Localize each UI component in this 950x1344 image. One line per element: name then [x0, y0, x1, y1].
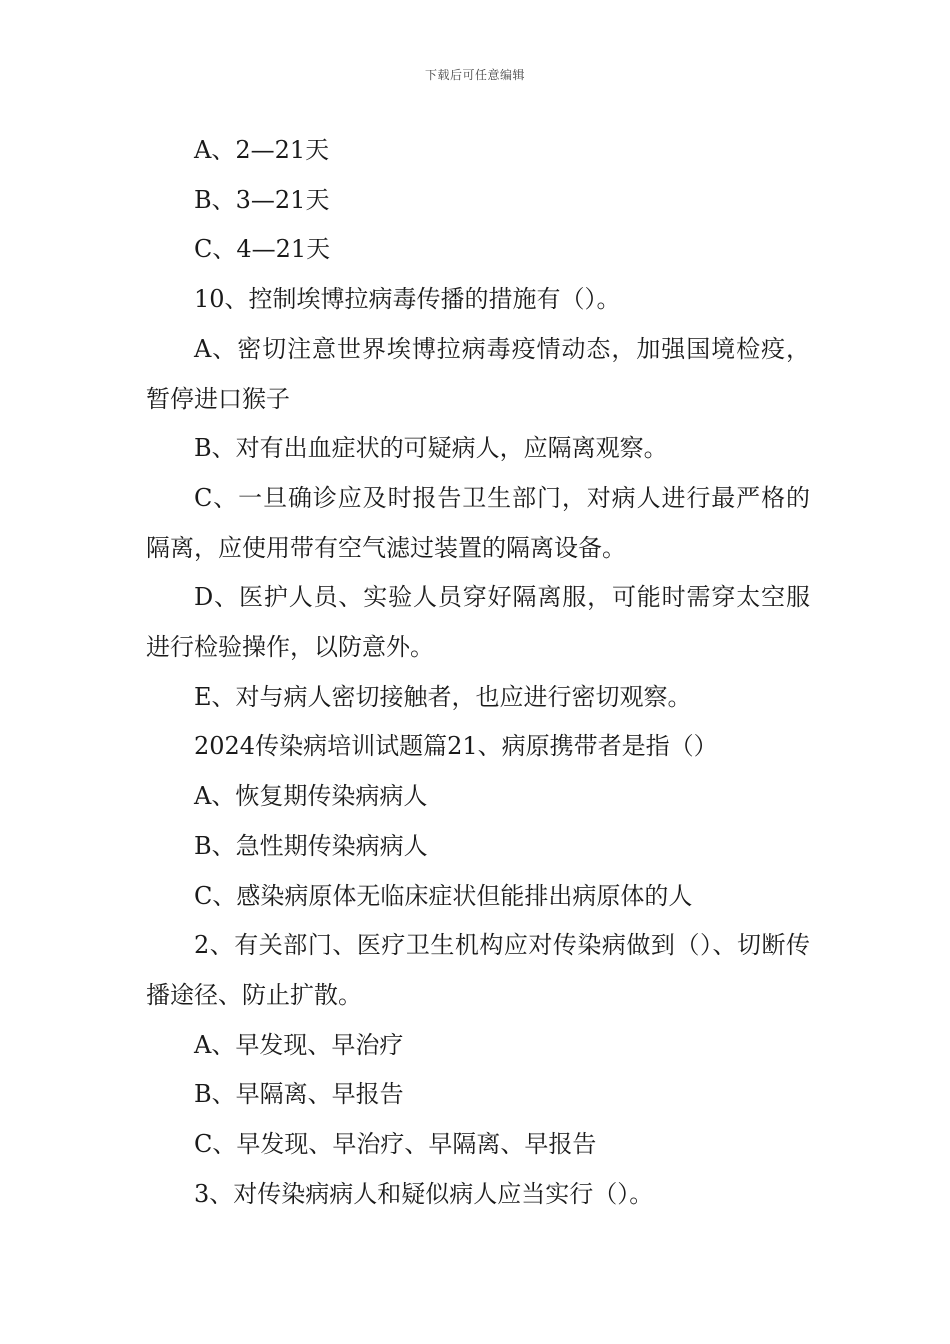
option-c-4-21-days: C、4—21天	[194, 235, 331, 264]
question-1-option-b: B、急性期传染病病人	[194, 831, 428, 860]
document-body	[146, 126, 810, 1219]
question-3: 3、对传染病病人和疑似病人应当实行（）。	[194, 1179, 654, 1208]
question-10-option-a: A、密切注意世界埃博拉病毒疫情动态，加强国境检疫，暂停进口猴子	[146, 334, 810, 413]
question-1-option-a: A、恢复期传染病病人	[194, 782, 428, 811]
question-2: 2、有关部门、医疗卫生机构应对传染病做到（）、切断传播途径、防止扩散。	[146, 931, 810, 1009]
option-a-2-21-days: A、2—21天	[194, 136, 330, 164]
question-1-option-c: C、感染病原体无临床症状但能排出病原体的人	[194, 881, 693, 910]
question-10-option-b: B、对有出血症状的可疑病人，应隔离观察。	[194, 434, 668, 463]
question-10-option-e: E、对与病人密切接触者，也应进行密切观察。	[194, 682, 692, 711]
question-2-option-a: A、早发现、早治疗	[194, 1030, 404, 1059]
option-b-3-21-days: B、3—21天	[194, 185, 330, 214]
question-2-option-c: C、早发现、早治疗、早隔离、早报告	[194, 1130, 597, 1159]
page-header: 下载后可任意编辑	[424, 68, 525, 82]
question-10-option-c: C、一旦确诊应及时报告卫生部门，对病人进行最严格的隔离，应使用带有空气滤过装置的隔离设备。	[146, 483, 810, 562]
section-title-question-1: 2024传染病培训试题篇21、病原携带者是指（）	[194, 732, 718, 761]
question-10: 10、控制埃博拉病毒传播的措施有（）。	[194, 285, 621, 314]
question-2-option-b: B、早隔离、早报告	[194, 1080, 404, 1109]
question-10-option-d: D、医护人员、实验人员穿好隔离服，可能时需穿太空服进行检验操作，以防意外。	[146, 583, 810, 662]
